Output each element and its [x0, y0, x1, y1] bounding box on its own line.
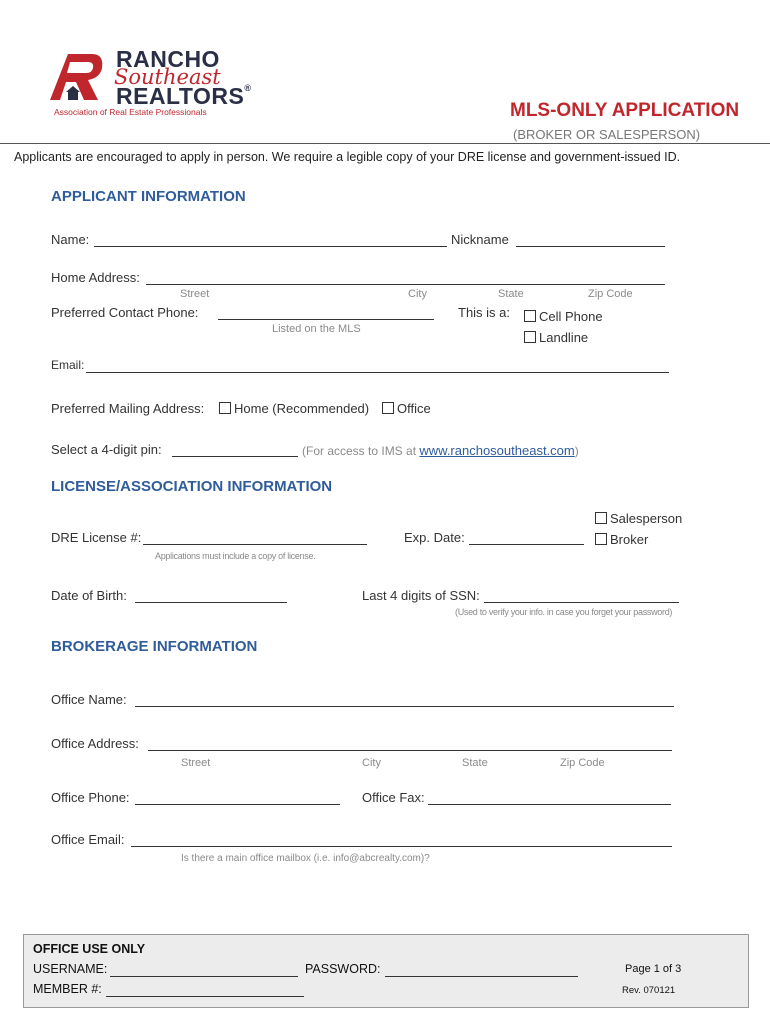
nickname-input-line[interactable] [516, 246, 665, 247]
office-zip-hint: Zip Code [560, 757, 605, 769]
office-use-box [23, 934, 749, 1008]
pin-hint [302, 443, 579, 458]
home-city-hint: City [408, 288, 427, 300]
dob-label: Date of Birth: [51, 588, 127, 603]
logo-rancho: RANCHO [116, 46, 220, 72]
cell-phone-text: Cell Phone [539, 309, 603, 324]
revision-number: Rev. 070121 [622, 985, 676, 996]
logo-realtors [116, 83, 252, 110]
office-use-heading: OFFICE USE ONLY [33, 942, 146, 956]
ssn-hint: (Used to verify your info. in case you forget your password) [455, 607, 673, 617]
intro-text: Applicants are encouraged to apply in person. We require a legible copy of your DRE license and government-issued ID. [14, 150, 681, 164]
office-state-hint: State [462, 757, 488, 769]
nickname-label: Nickname [451, 232, 509, 247]
logo-southeast: Southeast [114, 65, 221, 89]
logo-tagline: Association of Real Estate Professionals [54, 107, 207, 117]
landline-checkbox[interactable] [524, 331, 536, 343]
mailing-office-option[interactable] [382, 401, 431, 416]
office-phone-input-line[interactable] [135, 804, 340, 805]
landline-text: Landline [539, 330, 589, 345]
password-label: PASSWORD: [305, 962, 381, 976]
cell-phone-checkbox[interactable] [524, 310, 536, 322]
office-email-input-line[interactable] [131, 846, 672, 847]
home-address-label: Home Address: [51, 270, 140, 285]
dre-license-input-line[interactable] [143, 544, 367, 545]
office-street-hint: Street [181, 757, 211, 769]
mailing-office-text: Office [397, 401, 431, 416]
title-divider [0, 143, 770, 144]
office-city-hint: City [362, 757, 381, 769]
home-state-hint: State [498, 288, 524, 300]
home-zip-hint: Zip Code [588, 288, 633, 300]
office-fax-input-line[interactable] [428, 804, 671, 805]
member-input-line[interactable] [106, 996, 304, 997]
contact-phone-label: Preferred Contact Phone: [51, 305, 199, 320]
exp-date-input-line[interactable] [469, 544, 584, 545]
office-email-hint: Is there a main office mailbox (i.e. info@abcrealty.com)? [181, 853, 430, 864]
mailing-office-checkbox[interactable] [382, 402, 394, 414]
broker-option[interactable] [595, 532, 648, 547]
username-label: USERNAME: [33, 962, 108, 976]
mailing-home-option[interactable] [219, 401, 369, 416]
member-label: MEMBER #: [33, 982, 102, 996]
password-input-line[interactable] [385, 976, 578, 977]
name-input-line[interactable] [94, 246, 447, 247]
office-email-label: Office Email: [51, 832, 125, 847]
contact-phone-hint: Listed on the MLS [272, 323, 361, 335]
cell-phone-option[interactable] [524, 309, 603, 324]
office-name-input-line[interactable] [135, 706, 674, 707]
pin-input-line[interactable] [172, 456, 298, 457]
office-address-input-line[interactable] [148, 750, 672, 751]
phone-type-label: This is a: [458, 305, 511, 320]
contact-phone-input-line[interactable] [218, 319, 434, 320]
email-input-line[interactable] [86, 372, 669, 373]
salesperson-checkbox[interactable] [595, 512, 607, 524]
pin-label: Select a 4-digit pin: [51, 442, 162, 457]
email-label: Email: [51, 358, 85, 372]
pin-hint-pre: (For access to IMS at [302, 444, 417, 458]
brokerage-heading: BROKERAGE INFORMATION [51, 638, 258, 655]
office-name-label: Office Name: [51, 692, 127, 707]
office-address-label: Office Address: [51, 736, 139, 751]
dre-license-label: DRE License #: [51, 530, 142, 545]
broker-text: Broker [610, 532, 649, 547]
logo-realtors-text: REALTORS [116, 83, 245, 109]
mailing-home-checkbox[interactable] [219, 402, 231, 414]
pin-hint-post: ) [574, 444, 579, 458]
license-heading: LICENSE/ASSOCIATION INFORMATION [51, 478, 333, 495]
ssn-input-line[interactable] [484, 602, 679, 603]
name-label: Name: [51, 232, 90, 247]
form-subtitle: (BROKER OR SALESPERSON) [513, 127, 701, 142]
home-street-hint: Street [180, 288, 210, 300]
mailing-home-text: Home (Recommended) [234, 401, 370, 416]
logo [44, 46, 252, 118]
form-title: MLS-ONLY APPLICATION [510, 100, 740, 121]
dre-license-hint: Applications must include a copy of license. [155, 551, 316, 561]
registered-mark: ® [244, 83, 252, 93]
page-number: Page 1 of 3 [625, 963, 682, 975]
mailing-address-label: Preferred Mailing Address: [51, 401, 205, 416]
ims-link[interactable]: www.ranchosoutheast.com [419, 443, 575, 458]
broker-checkbox[interactable] [595, 533, 607, 545]
office-phone-label: Office Phone: [51, 790, 130, 805]
ssn-label: Last 4 digits of SSN: [362, 588, 480, 603]
office-fax-label: Office Fax: [362, 790, 425, 805]
applicant-heading: APPLICANT INFORMATION [51, 188, 246, 205]
landline-option[interactable] [524, 330, 588, 345]
logo-mark-icon [44, 48, 106, 106]
exp-date-label: Exp. Date: [404, 530, 465, 545]
dob-input-line[interactable] [135, 602, 287, 603]
home-address-input-line[interactable] [146, 284, 665, 285]
salesperson-text: Salesperson [610, 511, 683, 526]
salesperson-option[interactable] [595, 511, 682, 526]
username-input-line[interactable] [110, 976, 298, 977]
